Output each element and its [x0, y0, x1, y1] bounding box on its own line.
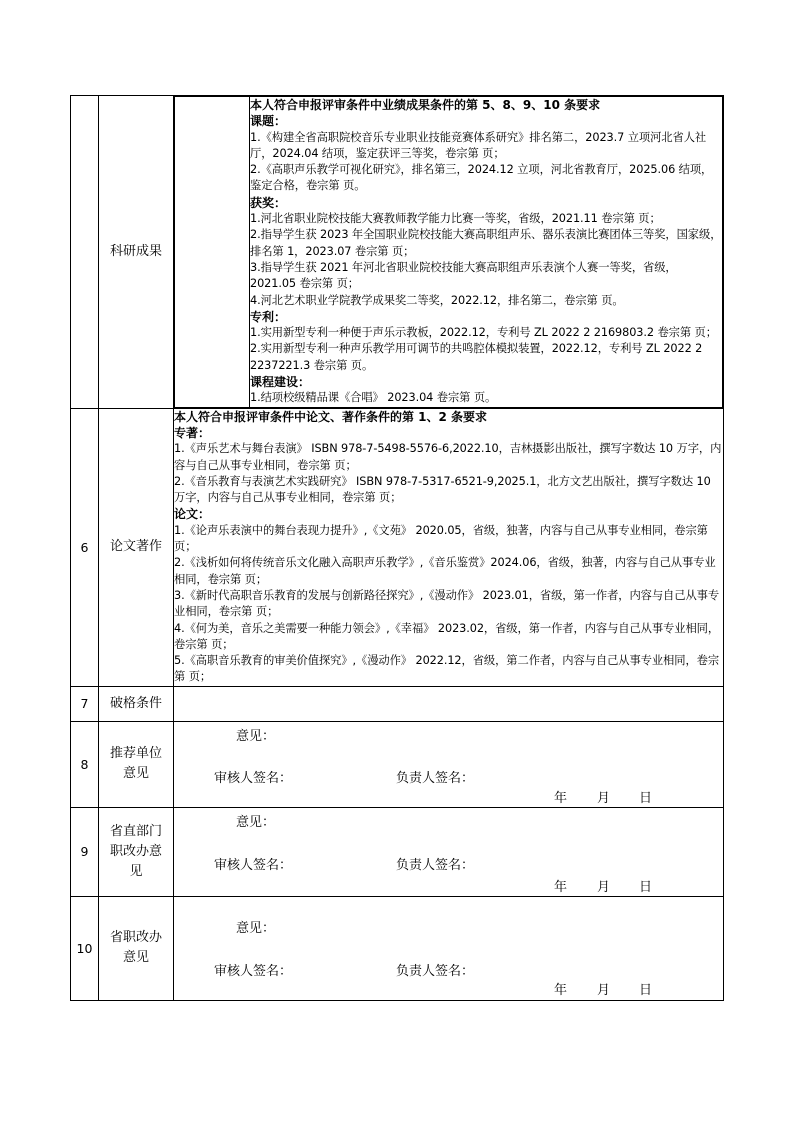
research-list-item: 2.实用新型专利一种声乐教学用可调节的共鸣腔体模拟装置，2022.12，专利号 ZL 2022 2 2237221.3 卷宗第 页。 [250, 342, 703, 372]
dept-row-number: 9 [71, 807, 99, 896]
papers-section-title: 论文： [174, 507, 211, 522]
province-opinion-cell [174, 896, 724, 1000]
recommend-row-number: 8 [71, 721, 99, 807]
province-label [99, 896, 174, 1000]
papers-text [174, 408, 724, 686]
month-label: 月 [597, 790, 611, 806]
year-label: 年 [554, 982, 568, 998]
reviewer-signature-label: 审核人签名： [214, 963, 293, 979]
recommend-row [71, 721, 724, 807]
responsible-signature-label: 负责人签名： [396, 963, 475, 979]
province-label-line: 意见 [122, 950, 149, 966]
papers-section-title: 专著： [174, 425, 211, 440]
opinion-label: 意见： [236, 814, 276, 830]
research-header: 本人符合申报评审条件中业绩成果条件的第 5、8、9、10 条要求 [250, 98, 601, 112]
papers-list-item: 2.《音乐教育与表演艺术实践研究》 ISBN 978-7-5317-6521-9,2025.1，北方文艺出版社，撰写字数达 10 万字，内容与自己从事专业相同，卷宗第 页； [174, 474, 711, 505]
province-row-number: 10 [71, 896, 99, 1000]
reviewer-signature-label: 审核人签名： [214, 857, 293, 873]
year-label: 年 [554, 790, 568, 806]
day-label: 日 [639, 790, 653, 806]
research-section-title: 课程建设： [250, 375, 311, 390]
papers-list-item: 1.《声乐艺术与舞台表演》 ISBN 978-7-5498-5576-6,2022.10，吉林摄影出版社，撰写字数达 10 万字，内容与自己从事专业相同，卷宗第 页； [174, 442, 722, 472]
research-section-title: 课题： [250, 114, 287, 129]
dept-row [71, 807, 724, 896]
recommend-opinion [174, 722, 723, 807]
papers-row [71, 408, 724, 686]
opinion-label: 意见： [236, 920, 276, 936]
research-list-item: 4.河北艺术职业学院教学成果奖二等奖，2022.12，排名第二，卷宗第 页。 [250, 293, 624, 307]
dept-label-line: 省直部门 [109, 823, 162, 839]
dept-label-line: 见 [129, 863, 143, 879]
papers-list-item: 3.《新时代高职音乐教育的发展与创新路径探究》,《漫动作》 2023.01，省级，第一作者，内容与自己从事专业相同，卷宗第 页； [174, 588, 720, 619]
research-row [71, 96, 724, 409]
research-section-title: 专利： [250, 309, 287, 324]
research-list-item: 1.《构建全省高职院校音乐专业职业技能竞赛体系研究》排名第二，2023.7 立项河北省人社厅，2024.04 结项，鉴定获评三等奖，卷宗第 页； [250, 130, 707, 160]
research-list-item: 1.结项校级精品课《合唱》 2023.04 卷宗第 页。 [250, 391, 497, 405]
exception-value [174, 686, 724, 721]
month-label: 月 [597, 982, 611, 998]
papers-header: 本人符合申报评审条件中论文、著作条件的第 1、2 条要求 [174, 409, 488, 424]
exception-row [71, 686, 724, 721]
recommend-label-line: 意见 [122, 766, 149, 782]
research-list-item: 1.河北省职业院校技能大赛教师教学能力比赛一等奖，省级，2021.11 卷宗第 页； [250, 212, 661, 226]
province-opinion [174, 897, 723, 1000]
reviewer-signature-label: 审核人签名： [214, 770, 293, 786]
dept-opinion [174, 808, 723, 896]
exception-label: 破格条件 [99, 686, 174, 721]
research-section-title: 获奖： [250, 195, 287, 210]
application-form-table [70, 95, 724, 1001]
province-row [71, 896, 724, 1000]
research-text [250, 97, 723, 408]
research-content-cell [174, 96, 724, 409]
recommend-label [99, 721, 174, 807]
dept-label-line: 职改办意 [109, 843, 162, 859]
papers-row-number: 6 [71, 408, 99, 686]
papers-list-item: 2.《浅析如何将传统音乐文化融入高职声乐教学》,《音乐鉴赏》2024.06，省级，独著，内容与自己从事专业相同，卷宗第 页； [174, 556, 716, 586]
opinion-label: 意见： [236, 728, 276, 744]
recommend-opinion-cell [174, 721, 724, 807]
papers-list-item: 4.《何为美，音乐之美需要一种能力领会》,《幸福》 2023.02，省级，第一作者，内容与自己从事专业相同，卷宗第 页； [174, 621, 720, 651]
papers-list-item: 1.《论声乐表演中的舞台表现力提升》,《文苑》 2020.05，省级，独著，内容与自己从事专业相同，卷宗第 页； [174, 523, 708, 554]
province-label-line: 省职改办 [109, 930, 162, 946]
month-label: 月 [597, 879, 611, 895]
papers-list-item: 5.《高职音乐教育的审美价值探究》,《漫动作》 2022.12，省级，第二作者，内容与自己从事专业相同，卷宗第 页； [174, 654, 720, 684]
research-inner-table [174, 96, 723, 408]
research-gap-column [175, 97, 250, 408]
recommend-label-line: 推荐单位 [109, 746, 162, 762]
research-list-item: 1.实用新型专利一种便于声乐示教板，2022.12，专利号 ZL 2022 2 2169803.2 卷宗第 页； [250, 326, 717, 340]
research-row-number [71, 96, 99, 409]
research-list-item: 3.指导学生获 2021 年河北省职业院校技能大赛高职组声乐表演个人赛一等奖，省级，2021.05 卷宗第 页； [250, 260, 677, 291]
day-label: 日 [639, 879, 653, 895]
research-list-item: 2.指导学生获 2023 年全国职业院校技能大赛高职组声乐、器乐表演比赛团体三等奖，国家级，排名第 1，2023.07 卷宗第 页； [250, 228, 722, 258]
responsible-signature-label: 负责人签名： [396, 857, 475, 873]
day-label: 日 [639, 982, 653, 998]
dept-opinion-cell [174, 807, 724, 896]
research-list-item: 2.《高职声乐教学可视化研究》，排名第三，2024.12 立项，河北省教育厅，2025.06 结项，鉴定合格，卷宗第 页。 [250, 163, 713, 193]
year-label: 年 [554, 879, 568, 895]
dept-label [99, 807, 174, 896]
responsible-signature-label: 负责人签名： [396, 770, 475, 786]
research-label: 科研成果 [99, 96, 174, 409]
exception-row-number: 7 [71, 686, 99, 721]
papers-label: 论文著作 [99, 408, 174, 686]
